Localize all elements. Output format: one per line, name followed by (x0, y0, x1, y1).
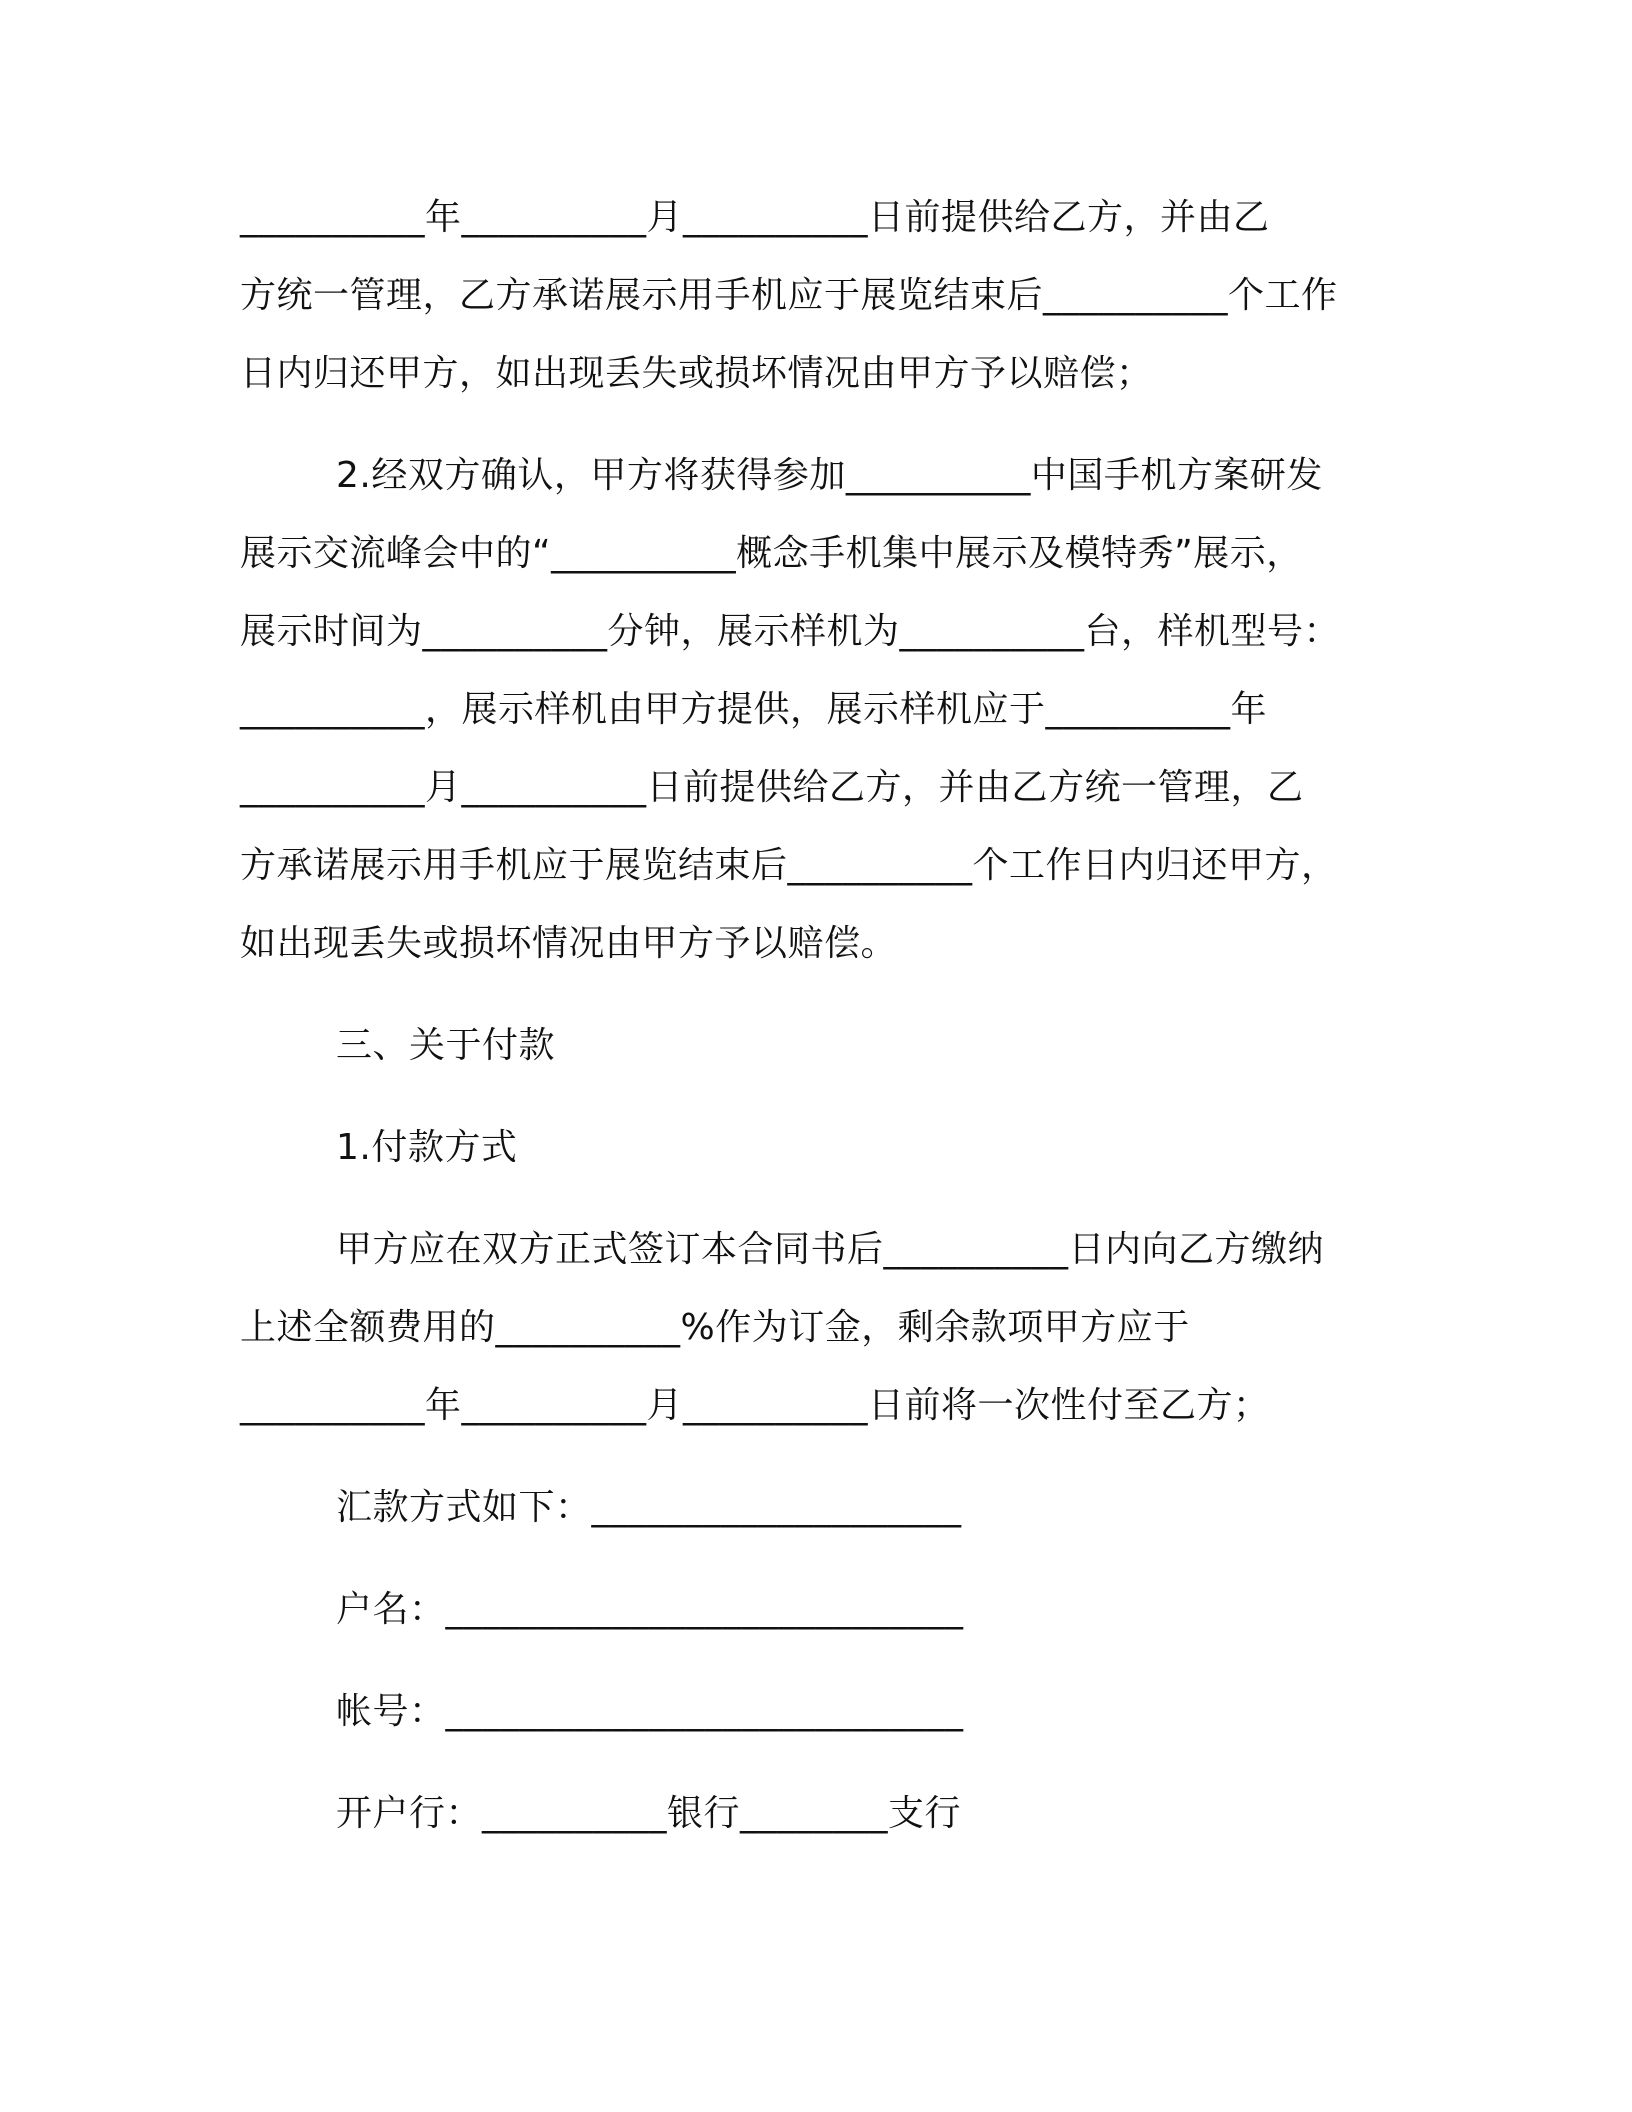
text-line-9: 方承诺展示用手机应于展览结束后__________个工作日内归还甲方， (240, 845, 1338, 886)
text-line-6: 展示时间为__________分钟，展示样机为__________台，样机型号： (240, 611, 1341, 652)
text-line-2: 方统一管理，乙方承诺展示用手机应于展览结束后__________个工作 (240, 275, 1338, 316)
subsection-heading-payment-method: 1.付款方式 (336, 1127, 518, 1168)
remittance-method-line: 汇款方式如下：____________________ (336, 1487, 962, 1528)
text-line-7: __________，展示样机由甲方提供，展示样机应于__________年 (240, 689, 1268, 730)
text-line-13: 甲方应在双方正式签订本合同书后__________日内向乙方缴纳 (336, 1229, 1325, 1270)
text-line-15: __________年__________月__________日前将一次性付至乙方； (240, 1385, 1270, 1426)
account-name-line: 户名：____________________________ (336, 1589, 964, 1630)
text-line-1: __________年__________月__________日前提供给乙方，并由乙 (240, 197, 1270, 238)
section-heading-payment: 三、关于付款 (336, 1025, 556, 1066)
account-number-line: 帐号：____________________________ (336, 1691, 964, 1732)
text-line-10: 如出现丢失或损坏情况由甲方予以赔偿。 (240, 923, 898, 964)
text-line-5: 展示交流峰会中的“__________概念手机集中展示及模特秀”展示， (240, 533, 1303, 574)
bank-branch-line: 开户行：__________银行________支行 (336, 1793, 962, 1834)
text-line-14: 上述全额费用的__________%作为订金，剩余款项甲方应于 (240, 1307, 1190, 1348)
text-line-8: __________月__________日前提供给乙方，并由乙方统一管理，乙 (240, 767, 1304, 808)
text-line-4: 2.经双方确认，甲方将获得参加__________中国手机方案研发 (336, 455, 1323, 496)
text-line-3: 日内归还甲方，如出现丢失或损坏情况由甲方予以赔偿； (240, 353, 1153, 394)
